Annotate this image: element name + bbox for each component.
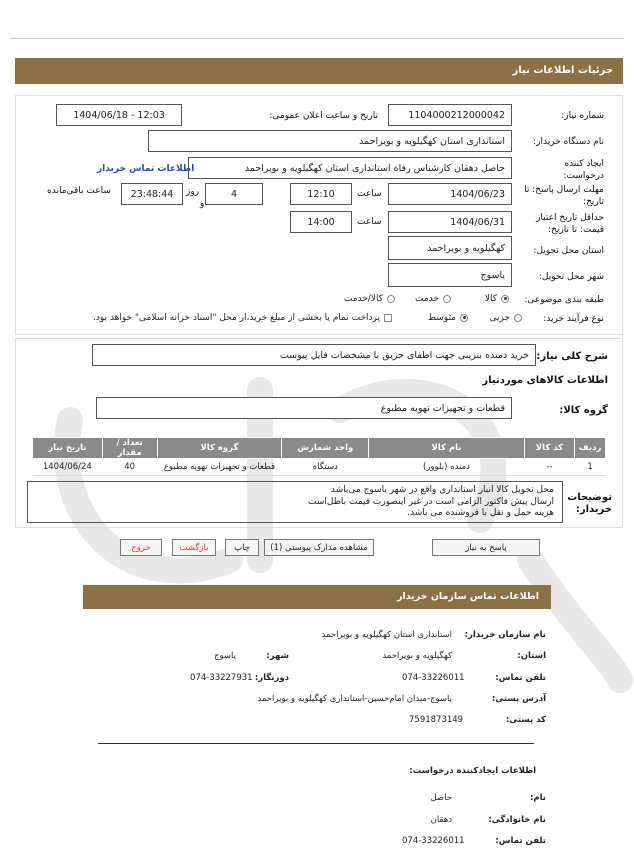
notes-line: محل تحویل کالا انبار استانداری واقع در شهر یاسوج می‌باشد: [330, 485, 554, 495]
back-button[interactable]: بازگشت: [172, 539, 216, 556]
notes-box: [27, 481, 563, 523]
goods-info-title: اطلاعات کالاهای موردنیاز: [482, 375, 608, 386]
category-option-goods-service[interactable]: کالا/خدمت: [344, 294, 395, 304]
goods-group-label: گروه کالا:: [559, 405, 608, 416]
cell-date: 1404/06/24: [33, 459, 103, 476]
deadline-time-field: 12:10: [290, 183, 352, 205]
col-name: نام کالا: [369, 438, 525, 459]
table-row[interactable]: [33, 459, 606, 476]
creator-field: حاصل دهقان کارشناس رفاه استانداری استان کهگیلویه و بویراحمد: [188, 157, 512, 179]
table-header-row: [33, 438, 606, 459]
creator-phone-label: تلفن تماس:: [495, 836, 546, 846]
notes-label: توضیحات خریدار:: [567, 492, 612, 515]
contact-province: کهگیلویه و بویراحمد: [382, 651, 452, 661]
treasury-payment-option[interactable]: پرداخت تمام یا بخشی از مبلغ خرید،از محل "اسناد خزانه اسلامی" خواهد بود.: [93, 313, 392, 323]
contact-org: استانداری استان کهگیلویه و بویراحمد: [321, 630, 452, 640]
buyer-contact-link[interactable]: اطلاعات تماس خریدار: [97, 164, 195, 174]
summary-label: شرح کلی نیاز:: [536, 351, 608, 362]
radio-icon[interactable]: [387, 295, 395, 303]
contact-phone: 074-33226011: [402, 673, 465, 683]
radio-icon[interactable]: [514, 314, 522, 322]
page-title: جزئیات اطلاعات نیاز: [512, 65, 613, 76]
goods-table: [32, 437, 606, 476]
notes-line: ارسال پیش فاکتور الزامی است در غیر اینصورت قیمت باطل‌است: [308, 496, 554, 507]
notes-line: هزینه حمل و نقل با فروشنده می باشد.: [407, 508, 554, 518]
contact-title: اطلاعات تماس سازمان خریدار: [396, 591, 539, 602]
deadline-hour-label: ساعت: [357, 189, 382, 199]
summary-field: خرید دمنده بنزینی جهت اطفای حریق با مشخصات فایل پیوست: [92, 344, 536, 366]
creator-name: حاصل: [430, 793, 452, 803]
creator-family-label: نام خانوادگی:: [488, 815, 546, 825]
buyer-field: استانداری استان کهگیلویه و بویراحمد: [148, 130, 512, 152]
view-attachments-button[interactable]: مشاهده مدارک پیوستی (1): [264, 539, 374, 556]
and-label: و: [200, 199, 205, 209]
creator-phone: 074-33226011: [402, 836, 465, 846]
category-label: طبقه بندی موضوعی:: [524, 295, 604, 305]
exit-button[interactable]: خروج: [120, 539, 162, 556]
radio-icon[interactable]: [443, 295, 451, 303]
day-label: روز: [186, 187, 200, 197]
col-group: گروه کالا: [157, 438, 282, 459]
need-number-label: شماره نیاز:: [561, 111, 604, 121]
cell-unit: دستگاه: [282, 459, 369, 476]
process-label: نوع فرآیند خرید:: [543, 314, 604, 324]
contact-header: [83, 585, 551, 609]
validity-time-field: 14:00: [290, 211, 352, 233]
col-quantity: تعداد / مقدار: [102, 438, 157, 459]
validity-hour-label: ساعت: [357, 217, 382, 227]
cell-quantity: 40: [102, 459, 157, 476]
creator-info-title: اطلاعات ایجادکننده درخواست:: [409, 766, 536, 776]
contact-city: یاسوج: [214, 651, 236, 661]
col-row: ردیف: [575, 438, 606, 459]
col-date: تاریخ نیاز: [33, 438, 103, 459]
creator-label: ایجاد کننده درخواست:: [563, 159, 604, 181]
validity-date-field: 1404/06/31: [388, 211, 512, 233]
announce-field: 1404/06/18 - 12:03: [56, 104, 182, 126]
radio-selected-icon[interactable]: [460, 314, 468, 322]
province-label: استان محل تحویل:: [533, 246, 604, 256]
validity-label: حداقل تاریخ اعتبار قیمت: تا تاریخ:: [536, 213, 604, 235]
days-remaining-field: 4: [205, 183, 263, 205]
page-header: [15, 58, 623, 84]
contact-city-label: شهر:: [266, 651, 289, 661]
contact-province-label: استان:: [517, 651, 546, 661]
contact-phone-label: تلفن تماس:: [495, 673, 546, 683]
category-option-goods[interactable]: کالا: [485, 294, 509, 304]
city-label: شهر محل تحویل:: [538, 272, 604, 282]
deadline-date-field: 1404/06/23: [388, 183, 512, 205]
announce-label: تاریخ و ساعت اعلان عمومی:: [269, 111, 378, 121]
contact-org-label: نام سازمان خریدار:: [464, 630, 546, 640]
contact-postal: 7591873149: [409, 715, 464, 725]
process-option-medium[interactable]: متوسط: [428, 313, 468, 323]
top-divider: [10, 38, 624, 39]
contact-fax: 074-33227931: [190, 673, 253, 683]
cell-name: دمنده (بلوور): [369, 459, 525, 476]
time-remaining-field: 23:48:44: [121, 183, 183, 205]
buyer-label: نام دستگاه خریدار:: [533, 137, 604, 147]
cell-code: --: [524, 459, 574, 476]
city-field: یاسوج: [388, 263, 512, 287]
checkbox-icon[interactable]: [384, 314, 392, 322]
contact-fax-label: دورنگار:: [254, 673, 289, 683]
contact-address: یاسوج-میدان امام‌حسین-استانداری کهگیلویه و بویراحمد: [257, 694, 452, 704]
cell-row: 1: [575, 459, 606, 476]
contact-divider: [98, 743, 534, 744]
deadline-label: مهلت ارسال پاسخ: تا تاریخ:: [524, 185, 604, 207]
reply-button[interactable]: پاسخ به نیاز: [432, 539, 540, 556]
creator-family: دهقان: [430, 815, 452, 825]
col-code: کد کالا: [524, 438, 574, 459]
time-remaining-label: ساعت باقی‌مانده: [47, 186, 111, 196]
contact-postal-label: کد پستی:: [505, 715, 546, 725]
cell-group: قطعات و تجهیزات تهویه مطبوع: [157, 459, 282, 476]
creator-name-label: نام:: [529, 793, 546, 803]
province-field: کهگیلویه و بویراحمد: [388, 236, 512, 260]
category-option-service[interactable]: خدمت: [415, 294, 451, 304]
col-unit: واحد شمارش: [282, 438, 369, 459]
need-number-field: 1104000212000042: [388, 104, 512, 126]
radio-selected-icon[interactable]: [501, 295, 509, 303]
print-button[interactable]: چاپ: [225, 539, 259, 556]
goods-group-field: قطعات و تجهیزات تهویه مطبوع: [96, 397, 512, 419]
process-option-small[interactable]: جزیی: [489, 313, 522, 323]
contact-address-label: آدرس پستی:: [491, 694, 546, 704]
